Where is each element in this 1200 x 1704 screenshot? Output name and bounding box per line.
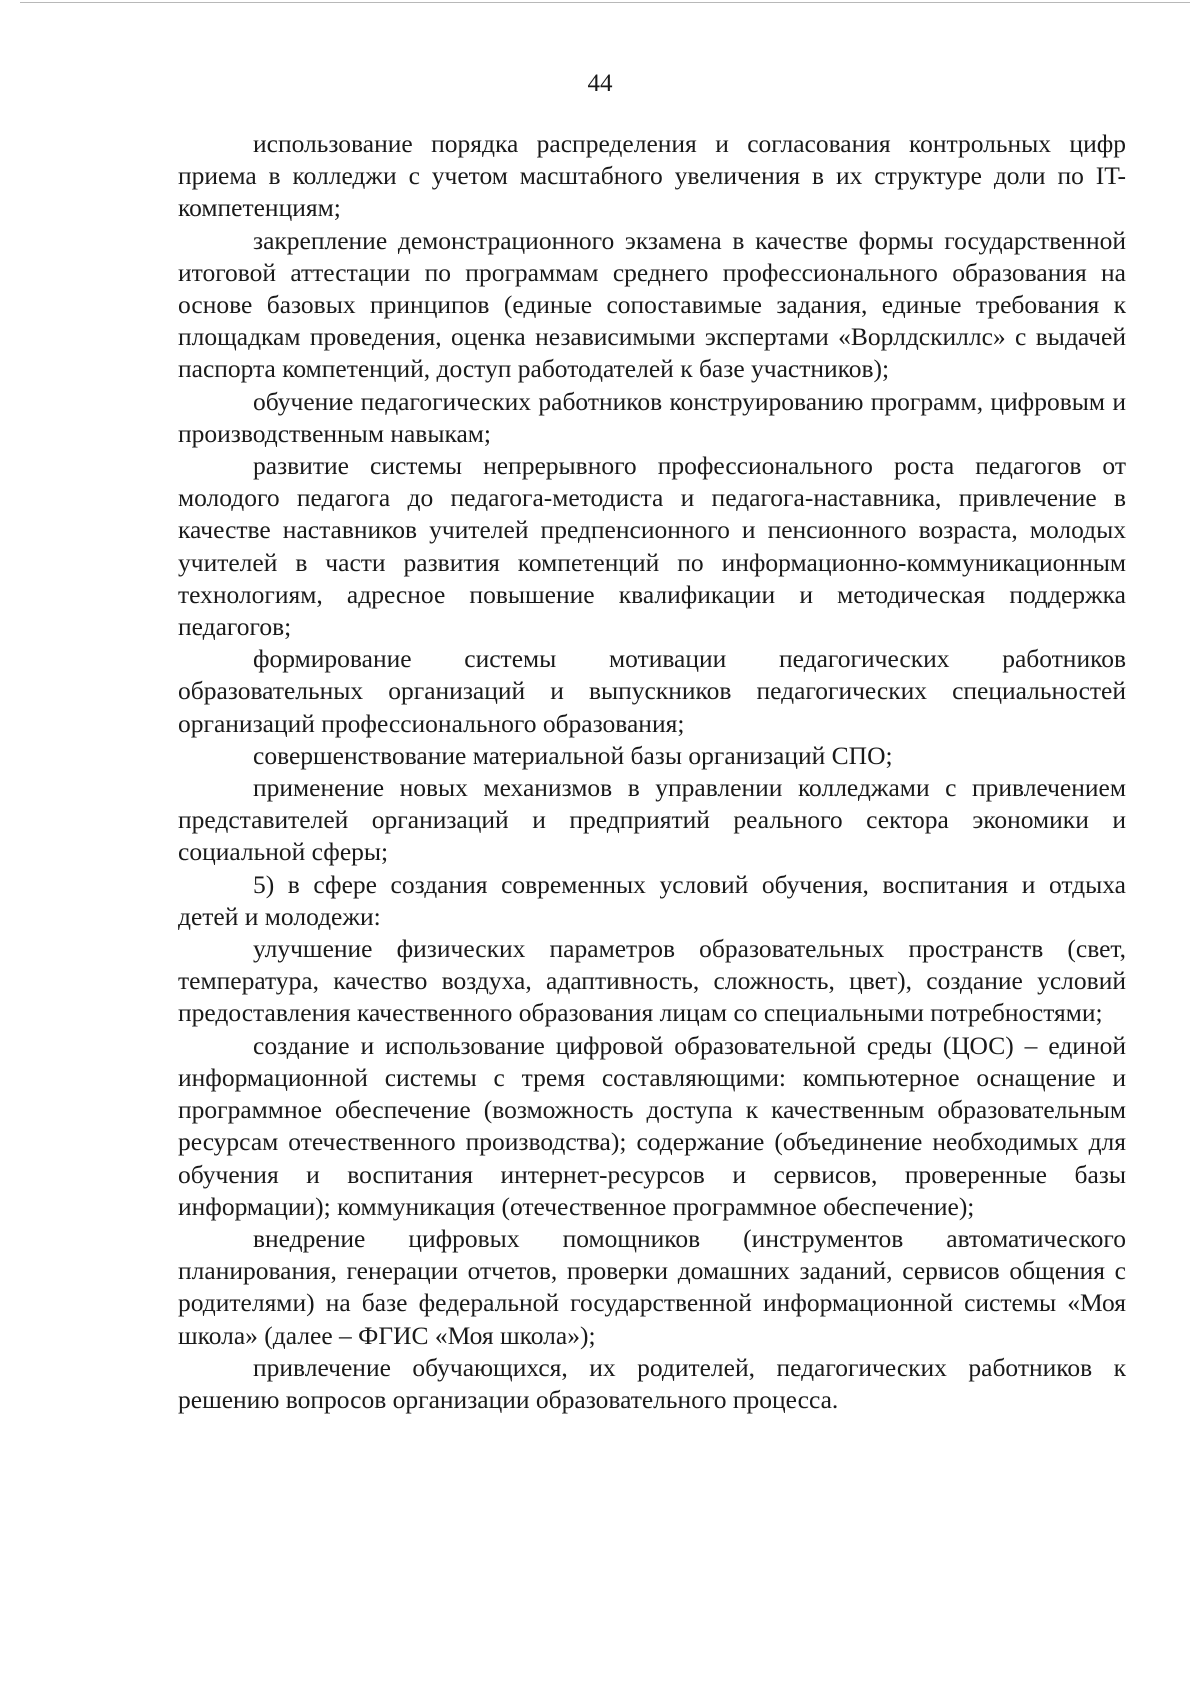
paragraph-section-5-heading: 5) в сфере создания современных условий обучения, воспитания и отдыха детей и молодежи: bbox=[178, 869, 1126, 931]
page-number: 44 bbox=[587, 70, 613, 97]
paragraph-college-management: применение новых механизмов в управлении колледжами с привлечением представителей организаций и предприятий реального сектора экономики и социальной сферы; bbox=[178, 773, 1126, 867]
paragraph-material-base: совершенствование материальной базы организаций СПО; bbox=[253, 740, 893, 770]
paragraph-professional-growth: развитие системы непрерывного профессионального роста педагогов от молодого педагога до педагога-методиста и педагога-наставника, привлечение в качестве наставников учителей предпенсионного и пенсионного возраста, молодых учителей в части развития компетенций по информационно-коммуникационным технологиям, адресное повышение квалификации и методическая поддержка педагогов; bbox=[178, 451, 1126, 642]
paragraph-digital-environment: создание и использование цифровой образовательной среды (ЦОС) – единой информационной системы с тремя составляющими: компьютерное оснащение и программное обеспечение (возможность доступа к качественным образовательным ресурсам отечественного производства); содержание (объединение необходимых для обучения и воспитания интернет-ресурсов и сервисов, проверенные базы информации); коммуникация (отечественное программное обеспечение); bbox=[178, 1030, 1126, 1221]
paragraph-digital-assistants: внедрение цифровых помощников (инструментов автоматического планирования, генерации отчетов, проверки домашних заданий, сервисов общения с родителями) на базе федеральной государственной информационной системы «Моя школа» (далее – ФГИС «Моя школа»); bbox=[178, 1223, 1126, 1350]
paragraph-demo-exam: закрепление демонстрационного экзамена в качестве формы государственной итоговой аттестации по программам среднего профессионального образования на основе базовых принципов (единые сопоставимые задания, единые требования к площадкам проведения, оценка независимыми экспертами «Ворлдскиллс» с выдачей паспорта компетенций, доступ работодателей к базе участников); bbox=[178, 225, 1126, 384]
document-body bbox=[178, 128, 1126, 1416]
paragraph-physical-parameters: улучшение физических параметров образовательных пространств (свет, температура, качество воздуха, адаптивность, сложность, цвет), создание условий предоставления качественного образования лицам со специальными потребностями; bbox=[178, 934, 1126, 1028]
paragraph-teacher-training: обучение педагогических работников конструированию программ, цифровым и производственным навыкам; bbox=[178, 386, 1126, 448]
paragraph-motivation-system: формирование системы мотивации педагогических работников образовательных организаций и выпускников педагогических специальностей организаций профессионального образования; bbox=[178, 644, 1126, 738]
paragraph-stakeholder-involvement: привлечение обучающихся, их родителей, педагогических работников к решению вопросов организации образовательного процесса. bbox=[178, 1352, 1126, 1414]
paragraph-it-competencies: использование порядка распределения и согласования контрольных цифр приема в колледжи с учетом масштабного увеличения в их структуре доли по IT-компетенциям; bbox=[178, 129, 1126, 223]
scan-edge-line bbox=[20, 2, 1190, 3]
